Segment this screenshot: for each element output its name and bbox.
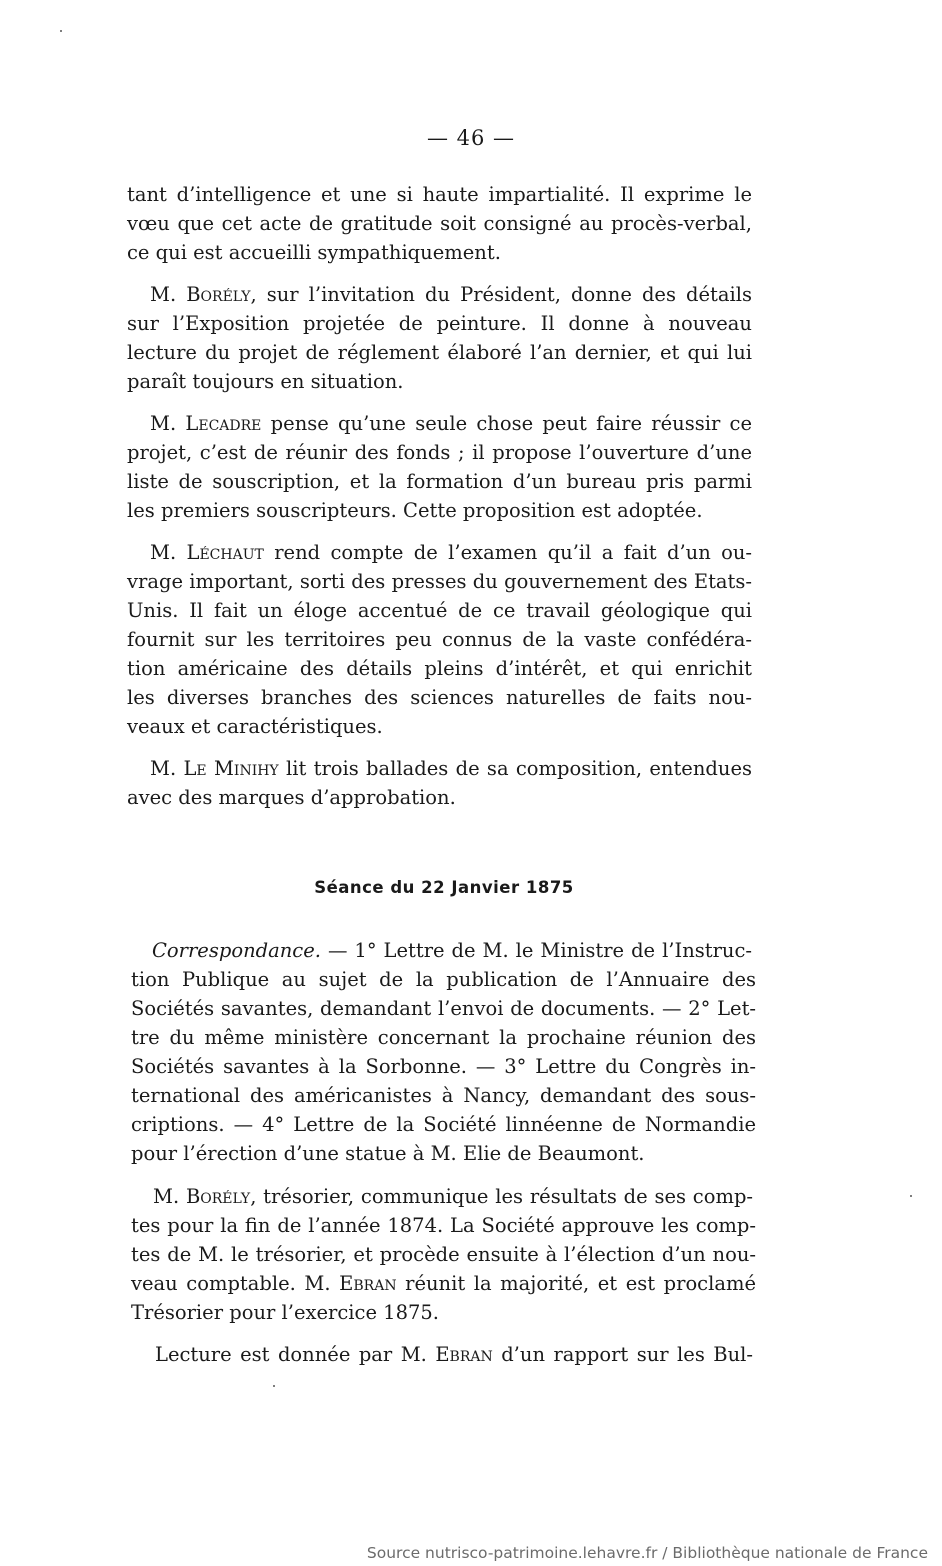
text-line: projet, c’est de réunir des fonds ; il propose l’ouverture d’une: [127, 441, 752, 464]
scan-speck: [910, 1195, 912, 1197]
speaker-name: M. Borély: [150, 283, 251, 306]
speaker-name: M. Borély: [153, 1185, 251, 1208]
text-line: Sociétés savantes à la Sorbonne. — 3° Lettre du Congrès in-: [131, 1055, 756, 1078]
text-line: M. Borély, sur l’invitation du Président, donne des détails: [150, 283, 752, 306]
text-line: tes de M. le trésorier, et procède ensuite à l’élection d’un nou-: [131, 1243, 756, 1266]
speaker-name: M. Léchaut: [150, 541, 264, 564]
source-attribution: Source nutrisco-patrimoine.lehavre.fr / Bibliothèque nationale de France: [366, 1544, 928, 1562]
speaker-name: M. Le Minihy: [150, 757, 279, 780]
text-line: ce qui est accueilli sympathiquement.: [127, 241, 501, 264]
text-line: tion Publique au sujet de la publication de l’Annuaire des: [131, 968, 756, 991]
text-line: Correspondance. — 1° Lettre de M. le Ministre de l’Instruc-: [152, 939, 752, 962]
text-line: les premiers souscripteurs. Cette proposition est adoptée.: [127, 499, 703, 522]
text-line: sur l’Exposition projetée de peinture. Il donne à nouveau: [127, 312, 752, 335]
text-line: pour l’érection d’une statue à M. Elie de Beaumont.: [131, 1142, 645, 1165]
text-line: Lecture est donnée par M. Ebran d’un rapport sur les Bul-: [155, 1343, 753, 1366]
speaker-name: Ebran: [435, 1343, 493, 1366]
text-line: lecture du projet de réglement élaboré l’an dernier, et qui lui: [127, 341, 752, 364]
text-line: veau comptable. M. Ebran réunit la majorité, et est proclamé: [131, 1272, 756, 1295]
text-line: ternational des américanistes à Nancy, demandant des sous-: [131, 1084, 756, 1107]
text-line: tes pour la fin de l’année 1874. La Société approuve les comp-: [131, 1214, 756, 1237]
text-line: M. Lecadre pense qu’une seule chose peut faire réussir ce: [150, 412, 752, 435]
text-line: criptions. — 4° Lettre de la Société linnéenne de Normandie: [131, 1113, 756, 1136]
text-line: M. Léchaut rend compte de l’examen qu’il a fait d’un ou-: [150, 541, 753, 564]
text-line: M. Le Minihy lit trois ballades de sa composition, entendues: [150, 757, 752, 780]
text-line: Trésorier pour l’exercice 1875.: [131, 1301, 440, 1324]
speaker-name: Ebran: [339, 1272, 397, 1295]
text-line: vrage important, sorti des presses du gouvernement des Etats-: [127, 570, 752, 593]
text-line: tant d’intelligence et une si haute impartialité. Il exprime le: [127, 183, 752, 206]
text-line: M. Borély, trésorier, communique les résultats de ses comp-: [153, 1185, 754, 1208]
text-line: liste de souscription, et la formation d’un bureau pris parmi: [127, 470, 752, 493]
text-line: Sociétés savantes, demandant l’envoi de documents. — 2° Let-: [131, 997, 756, 1020]
italic-lead: Correspondance.: [152, 939, 321, 962]
text-line: Unis. Il fait un éloge accentué de ce travail géologique qui: [127, 599, 752, 622]
scan-speck: [273, 1385, 275, 1387]
text-line: tre du même ministère concernant la prochaine réunion des: [131, 1026, 756, 1049]
text-line: fournit sur les territoires peu connus de la vaste confédéra-: [127, 628, 752, 651]
text-line: tion américaine des détails pleins d’intérêt, et qui enrichit: [127, 657, 752, 680]
text-line: avec des marques d’approbation.: [127, 786, 456, 809]
text-line: les diverses branches des sciences naturelles de faits nou-: [127, 686, 752, 709]
text-line: veaux et caractéristiques.: [127, 715, 383, 738]
section-heading: Séance du 22 Janvier 1875: [314, 878, 574, 897]
text-line: vœu que cet acte de gratitude soit consigné au procès-verbal,: [127, 212, 752, 235]
text-line: paraît toujours en situation.: [127, 370, 404, 393]
speaker-name: M. Lecadre: [150, 412, 262, 435]
scan-speck: [60, 30, 62, 32]
page-number: — 46 —: [426, 126, 516, 150]
